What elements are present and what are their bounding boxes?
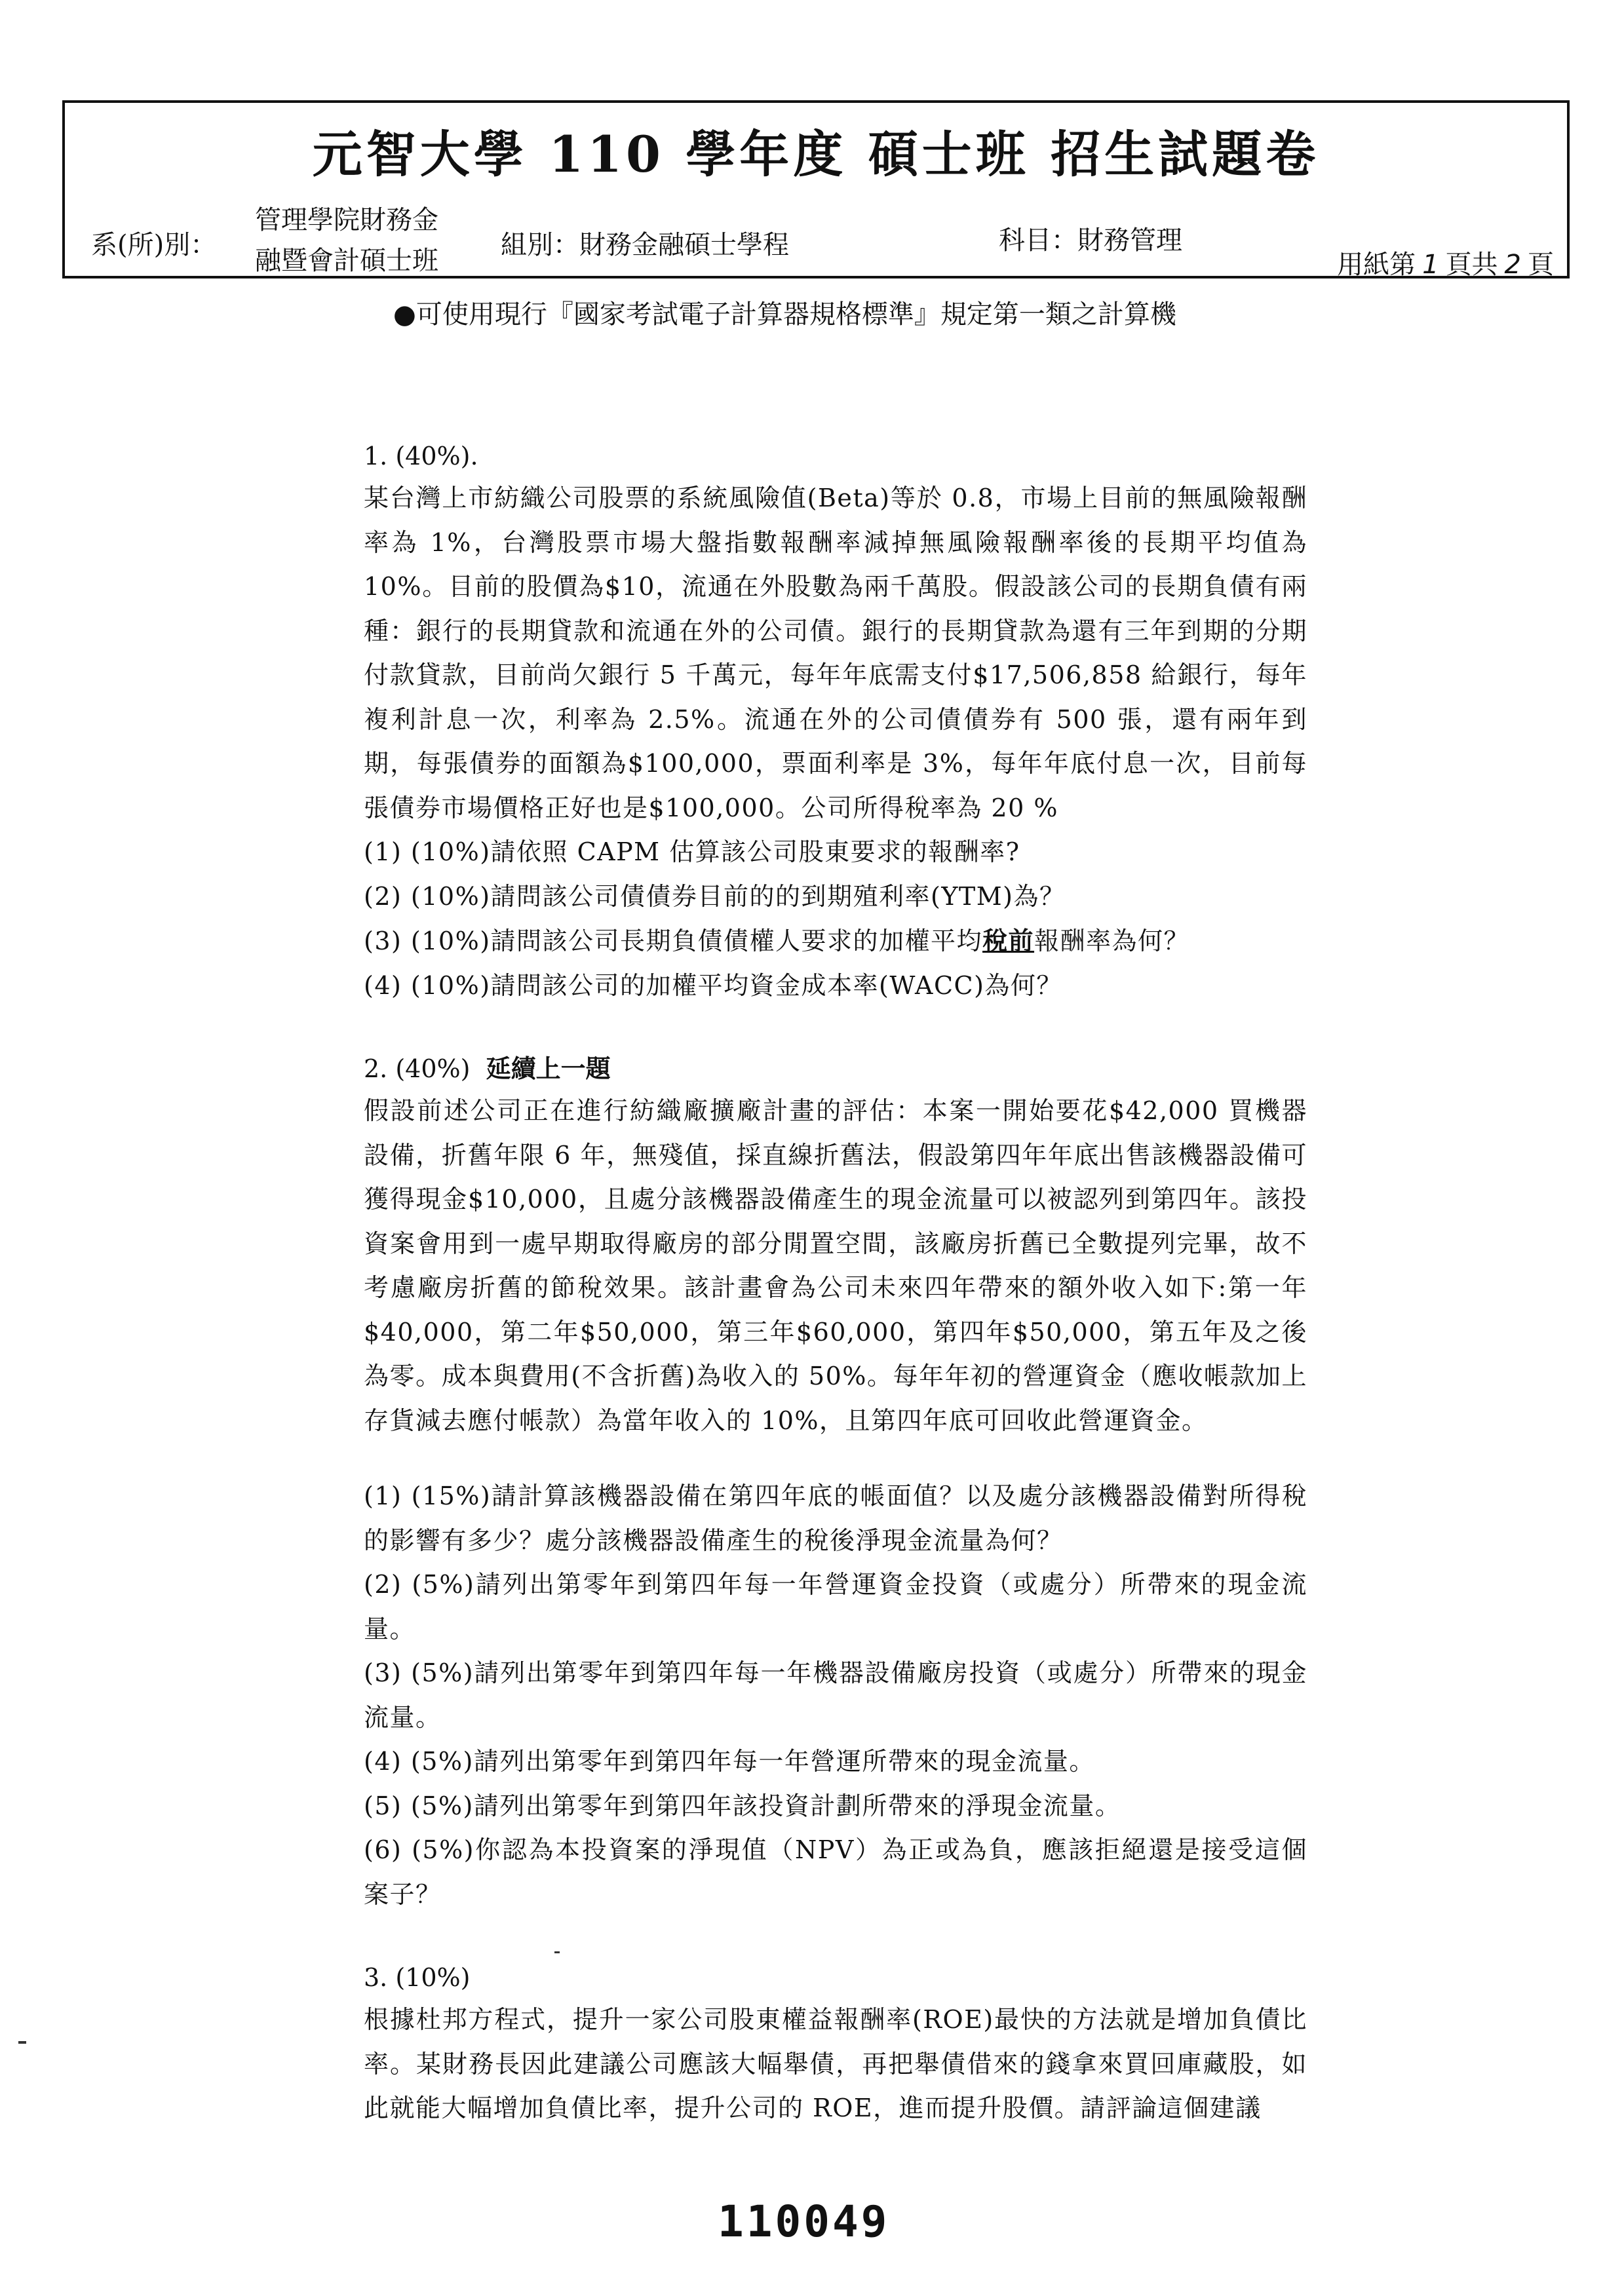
- question-2-part-1: (1) (15%)請計算該機器設備在第四年底的帳面值？以及處分該機器設備對所得稅的影響有多少？處分該機器設備產生的稅後淨現金流量為何？: [364, 1482, 1307, 1555]
- question-2-part-2: (2) (5%)請列出第零年到第四年每一年營運資金投資（或處分）所帶來的現金流量。: [364, 1570, 1307, 1643]
- question-2-part-4: (4) (5%)請列出第零年到第四年每一年營運所帶來的現金流量。: [364, 1747, 1095, 1776]
- page-count-prefix: 用紙第: [1337, 250, 1416, 280]
- page-count: [1337, 244, 1554, 281]
- question-2-body: 假設前述公司正在進行紡織廠擴廠計畫的評估：本案一開始要花$42,000 買機器設備，折舊年限 6 年，無殘值，採直線折舊法，假設第四年年底出售該機器設備可獲得現金$10,000，且處分該機器設備產生的現金流量可以被認列到第四年。該投資案會用到一處早期取得廠房的部分閒置空間，該廠房折舊已全數提列完畢，故不考慮廠房折舊的節稅效果。該計畫會為公司未來四年帶來的額外收入如下:第一年$40,000，第二年$50,000，第三年$60,000，第四年$50,000，第五年及之後為零。成本與費用(不含折舊)為收入的 50%。每年年初的營運資金（應收帳款加上存貨減去應付帳款）為當年收入的 10%，且第四年底可回收此營運資金。: [364, 1096, 1307, 1435]
- question-3-body: 根據杜邦方程式，提升一家公司股東權益報酬率(ROE)最快的方法就是增加負債比率。某財務長因此建議公司應該大幅舉債，再把舉債借來的錢拿來買回庫藏股，如此就能大幅增加負債比率，提升公司的 ROE，進而提升股價。請評論這個建議: [364, 2005, 1307, 2122]
- question-1-part-2: (2) (10%)請問該公司債債券目前的的到期殖利率(YTM)為？: [364, 881, 1066, 911]
- question-2-heading: [364, 1048, 1307, 1089]
- exam-header-box: [62, 100, 1570, 278]
- question-2-part-6: (6) (5%)你認為本投資案的淨現值（NPV）為正或為負，應該拒絕還是接受這個案子？: [364, 1835, 1307, 1909]
- exam-content: [364, 436, 1307, 2131]
- exam-code: 110049: [718, 2196, 890, 2247]
- question-2-number: 2. (40%): [364, 1054, 471, 1083]
- page-count-middle: 頁共: [1445, 250, 1498, 280]
- pre-tax-emphasis: 稅前: [982, 926, 1035, 955]
- question-1-part-3-text: (3) (10%)請問該公司長期負債債權人要求的加權平均: [364, 927, 983, 955]
- page-count-suffix: 頁: [1528, 250, 1554, 280]
- department-value: [255, 200, 438, 281]
- department-line-1: 管理學院財務金: [255, 205, 438, 235]
- question-1-heading: 1. (40%).: [364, 442, 478, 470]
- question-2-part-5: (5) (5%)請列出第零年到第四年該投資計劃所帶來的淨現金流量。: [364, 1791, 1121, 1820]
- scan-speck: [554, 1951, 560, 1953]
- question-2-note: 延續上一題: [486, 1054, 611, 1083]
- question-1-part-1: (1) (10%)請依照 CAPM 估算該公司股東要求的報酬率?: [364, 837, 1020, 866]
- department-line-2: 融暨會計碩士班: [255, 246, 438, 276]
- question-1-body: 某台灣上市紡織公司股票的系統風險值(Beta)等於 0.8，市場上目前的無風險報酬率為 1%，台灣股票市場大盤指數報酬率減掉無風險報酬率後的長期平均值為 10%。目前的股價為$10，流通在外股數為兩千萬股。假設該公司的長期負債有兩種：銀行的長期貸款和流通在外的公司債。銀行的長期貸款為還有三年到期的分期付款貸款，目前尚欠銀行 5 千萬元，每年年底需支付$17,506,858 給銀行，每年複利計息一次，利率為 2.5%。流通在外的公司債債券有 500 張，還有兩年到期，每張債券的面額為$100,000，票面利率是 3%，每年年底付息一次，目前每張債券市場價格正好也是$100,000。公司所得稅率為 20 %: [364, 484, 1307, 822]
- page-current: 1: [1422, 250, 1439, 280]
- page-total: 2: [1504, 250, 1521, 280]
- department-label: 系(所)別：: [91, 230, 217, 260]
- question-3-heading: 3. (10%): [364, 1963, 471, 1992]
- calculator-notice: ●可使用現行『國家考試電子計算器規格標準』規定第一類之計算機: [393, 299, 1176, 330]
- exam-title: 元智大學 110 學年度 碩士班 招生試題卷: [312, 125, 1320, 183]
- group-field: 組別：財務金融碩士學程: [501, 230, 789, 260]
- question-2-part-3: (3) (5%)請列出第零年到第四年每一年機器設備廠房投資（或處分）所帶來的現金流量。: [364, 1658, 1307, 1732]
- scan-speck: [18, 2041, 26, 2044]
- question-1-part-3: [364, 919, 1307, 964]
- question-1-part-4: (4) (10%)請問該公司的加權平均資金成本率(WACC)為何？: [364, 970, 1062, 1000]
- subject-field: 科目：財務管理: [999, 225, 1182, 256]
- question-1-part-3-tail: 報酬率為何？: [1034, 927, 1190, 955]
